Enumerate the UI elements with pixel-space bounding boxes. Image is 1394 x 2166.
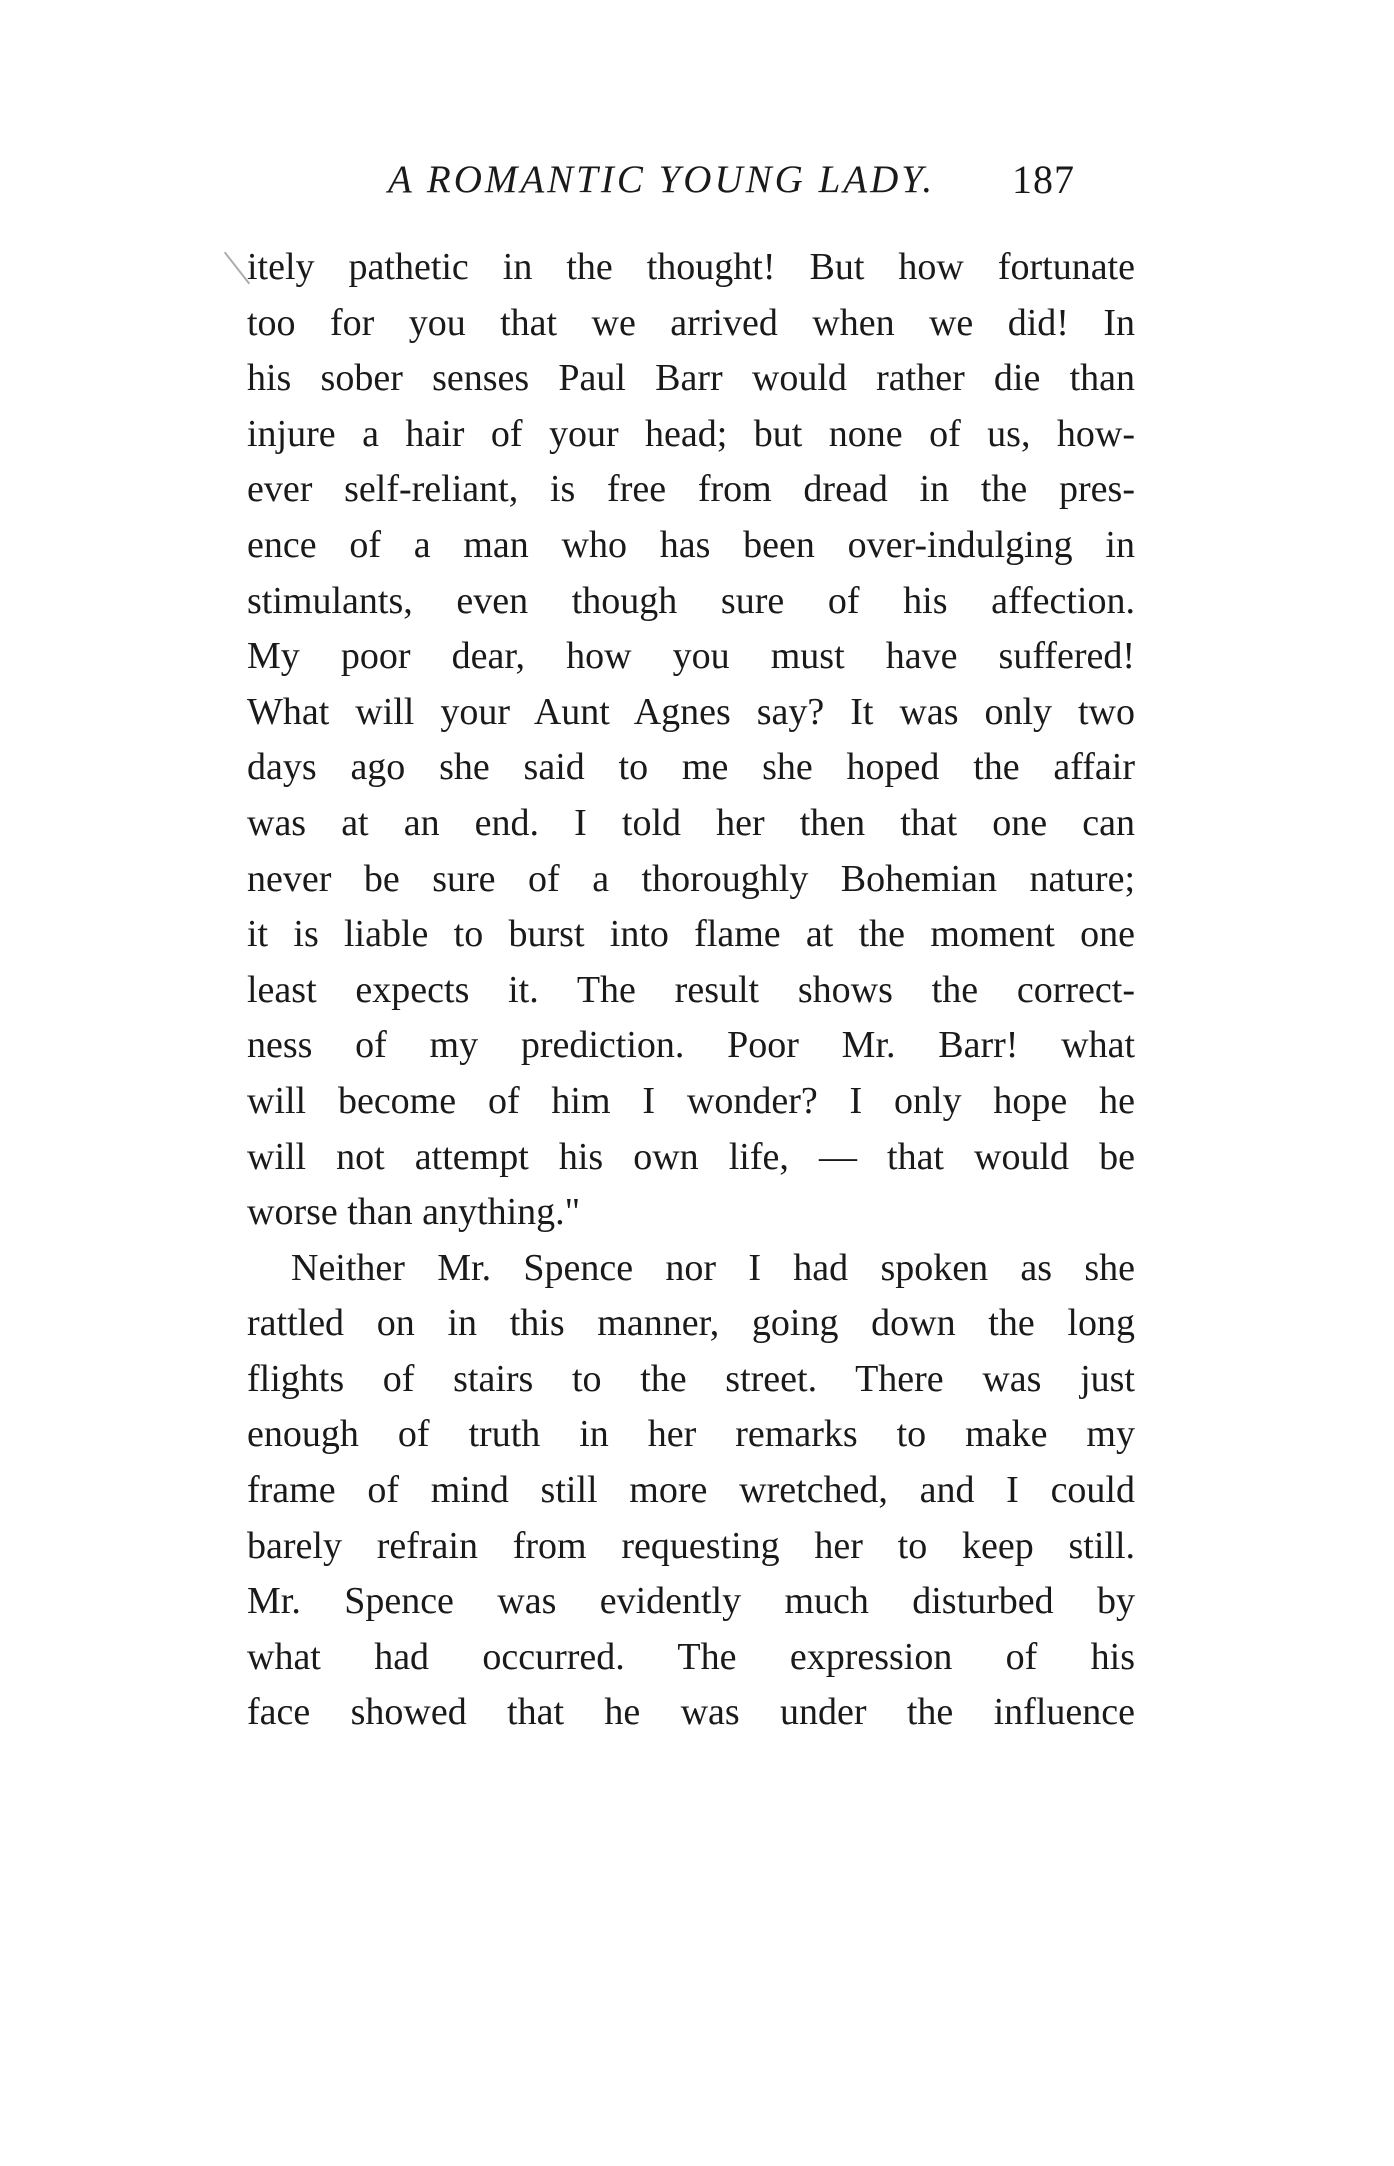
page-number: 187 [1012,157,1075,202]
text-line: never be sure of a thoroughly Bohemian nature; [247,857,1135,900]
text-line: Mr. Spence was evidently much disturbed by [247,1580,1135,1623]
text-line: enough of truth in her remarks to make my [247,1413,1135,1456]
text-line: was at an end. I told her then that one can [247,801,1135,844]
text-line: days ago she said to me she hoped the affair [247,746,1135,789]
text-line: what had occurred. The expression of his [247,1635,1135,1678]
text-line: stimulants, even though sure of his affection. [247,579,1135,622]
text-line: rattled on in this manner, going down the long [247,1302,1135,1345]
text-line: itely pathetic in the thought! But how fortunate [247,246,1135,288]
text-line: least expects it. The result shows the correct- [247,968,1135,1011]
text-line: will become of him I wonder? I only hope he [247,1079,1135,1122]
text-line: ence of a man who has been over-indulging in [247,523,1135,566]
text-line: flights of stairs to the street. There was just [247,1357,1135,1400]
text-line: too for you that we arrived when we did! In [247,301,1135,344]
text-line: My poor dear, how you must have suffered! [247,635,1135,678]
text-line: it is liable to burst into flame at the moment one [247,913,1135,956]
running-head-title: A ROMANTIC YOUNG LADY. [388,158,936,201]
body-text [247,240,1135,1741]
text-line: What will your Aunt Agnes say? It was only two [247,690,1135,733]
text-line: face showed that he was under the influence [247,1691,1135,1734]
text-line: frame of mind still more wretched, and I could [247,1469,1135,1512]
text-line: injure a hair of your head; but none of us, how- [247,412,1135,455]
running-head [248,150,1148,210]
text-line-paragraph-start: Neither Mr. Spence nor I had spoken as she [291,1246,1135,1289]
text-line: worse than anything." [247,1191,581,1234]
text-line: his sober senses Paul Barr would rather die than [247,357,1135,400]
text-line: barely refrain from requesting her to keep still. [247,1524,1135,1567]
text-line: ness of my prediction. Poor Mr. Barr! what [247,1024,1135,1067]
text-line: will not attempt his own life, — that would be [247,1135,1135,1178]
text-line: ever self-reliant, is free from dread in the pres- [247,468,1135,511]
